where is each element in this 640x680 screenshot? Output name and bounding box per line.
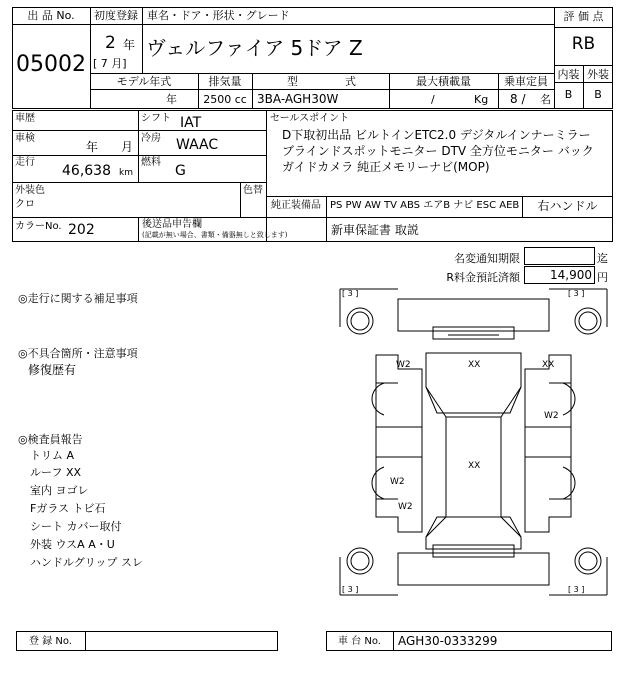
doc-label: 後送品申告欄 <box>142 219 202 230</box>
inspector-line: シート カバー取付 <box>30 520 122 533</box>
warranty: 新車保証書 取説 <box>331 223 419 237</box>
equipment-label: 純正装備品 <box>271 200 321 211</box>
driving-label: ◎走行に関する補足事項 <box>18 292 138 305</box>
ext-color: クロ <box>15 199 35 210</box>
color-no-label: カラーNo. <box>15 221 62 232</box>
defect-text: 修復歴有 <box>28 363 77 377</box>
capacity-unit: 名 <box>540 93 551 106</box>
model-year-label: モデル年式 <box>116 75 172 88</box>
recycle-value: 14,900 <box>550 268 592 282</box>
name-change-box <box>524 247 595 265</box>
inspector-line: ハンドルグリップ スレ <box>30 556 143 569</box>
reg-label: 登 録 No. <box>29 636 72 647</box>
damage-mark: W2 <box>544 411 559 421</box>
history-label: 車歴 <box>15 113 35 124</box>
inspector-line: ルーフ XX <box>30 466 82 479</box>
score-label: 評 価 点 <box>563 10 604 23</box>
inspector-line: Fガラス トビ石 <box>30 502 106 515</box>
title-label: 車名・ドア・形状・グレード <box>147 9 290 22</box>
color-change-label: 色替 <box>243 185 263 196</box>
inspection-month: 月 <box>121 140 134 154</box>
max-load-slash: / <box>431 93 435 106</box>
ext-color-label: 外装色 <box>15 185 45 196</box>
car-left-side <box>372 355 422 532</box>
inspector-line: トリム A <box>30 449 75 462</box>
type-label-2: 式 <box>345 75 356 88</box>
type-label: 型 <box>287 75 298 88</box>
inspector-line: 外装 ウスA A・U <box>30 538 115 551</box>
aircon-label: 冷房 <box>141 133 161 144</box>
aircon: WAAC <box>176 137 219 153</box>
fuel: G <box>175 163 186 179</box>
doc-note: (記載が無い場合、書類・備器無しと致します) <box>142 231 288 239</box>
inspection-label: 車検 <box>15 133 35 144</box>
first-reg-label: 初度登録 <box>94 9 138 22</box>
damage-mark: W2 <box>398 502 413 512</box>
corner-label-bl: [ 3 ] <box>342 585 359 594</box>
interior-label: 内装 <box>557 68 580 81</box>
model-year-unit: 年 <box>166 93 177 106</box>
capacity-label: 乗車定員 <box>504 75 548 88</box>
inspector-line: 室内 ヨゴレ <box>30 484 89 497</box>
score: RB <box>571 34 596 54</box>
mileage-unit: km <box>119 168 133 178</box>
color-no: 202 <box>68 222 95 238</box>
recycle-label: R料金預託済額 <box>446 271 520 284</box>
handle: 右ハンドル <box>537 199 598 213</box>
shift: IAT <box>180 115 202 131</box>
mileage-label: 走行 <box>15 157 35 168</box>
damage-mark: XX <box>468 461 481 471</box>
tire-icon <box>347 308 601 574</box>
exterior-label: 外装 <box>587 68 609 81</box>
capacity: 8 / <box>510 92 526 106</box>
exterior-grade: B <box>594 88 602 101</box>
displacement: 2500 cc <box>203 93 247 106</box>
year-unit: 年 <box>123 38 136 52</box>
name-change-unit: 迄 <box>597 252 608 265</box>
damage-mark: W2 <box>396 360 411 370</box>
car-rear <box>398 545 549 585</box>
corner-label-tl: [ 3 ] <box>342 289 359 298</box>
car-right-side <box>525 355 575 532</box>
first-reg-year: 2 <box>105 33 116 53</box>
corner-label-br: [ 3 ] <box>568 585 585 594</box>
shift-label: シフト <box>141 113 171 124</box>
name-change-label: 名変通知期限 <box>454 252 520 265</box>
car-name: ヴェルファイア 5ドア Z <box>146 36 363 60</box>
car-diagram <box>338 287 609 597</box>
chassis-number: AGH30-0333299 <box>398 634 498 648</box>
mileage: 46,638 <box>62 163 111 179</box>
chassis-label: 車 台 No. <box>338 636 381 647</box>
damage-mark: XX <box>468 360 481 370</box>
inspector-label: ◎検査員報告 <box>18 433 83 446</box>
lot-number: 05002 <box>16 52 86 77</box>
equipment: PS PW AW TV ABS エアB ナビ ESC AEB <box>330 200 520 211</box>
fuel-label: 燃料 <box>141 157 161 168</box>
lot-label: 出 品 No. <box>27 9 75 22</box>
sales-text: D下取初出品 ビルトインETC2.0 デジタルインナーミラー ブラインドスポットモニター DTV 全方位モニター バックガイドカメラ 純正メモリーナビ(MOP) <box>282 128 594 174</box>
corner-label-tr: [ 3 ] <box>568 289 585 298</box>
recycle-unit: 円 <box>597 271 608 284</box>
first-reg-month: [ 7 月] <box>93 57 127 70</box>
damage-mark: W2 <box>390 477 405 487</box>
defect-label: ◎不具合箇所・注意事項 <box>18 347 138 360</box>
car-front <box>398 299 549 339</box>
max-load-unit: Kg <box>474 93 489 106</box>
inspection-year: 年 <box>86 140 99 154</box>
type-value: 3BA-AGH30W <box>257 92 339 106</box>
interior-grade: B <box>564 88 573 101</box>
damage-mark: XX <box>542 360 555 370</box>
car-body <box>426 353 521 549</box>
sales-label: セールスポイント <box>270 113 350 124</box>
displacement-label: 排気量 <box>208 75 242 88</box>
max-load-label: 最大積載量 <box>416 75 471 88</box>
